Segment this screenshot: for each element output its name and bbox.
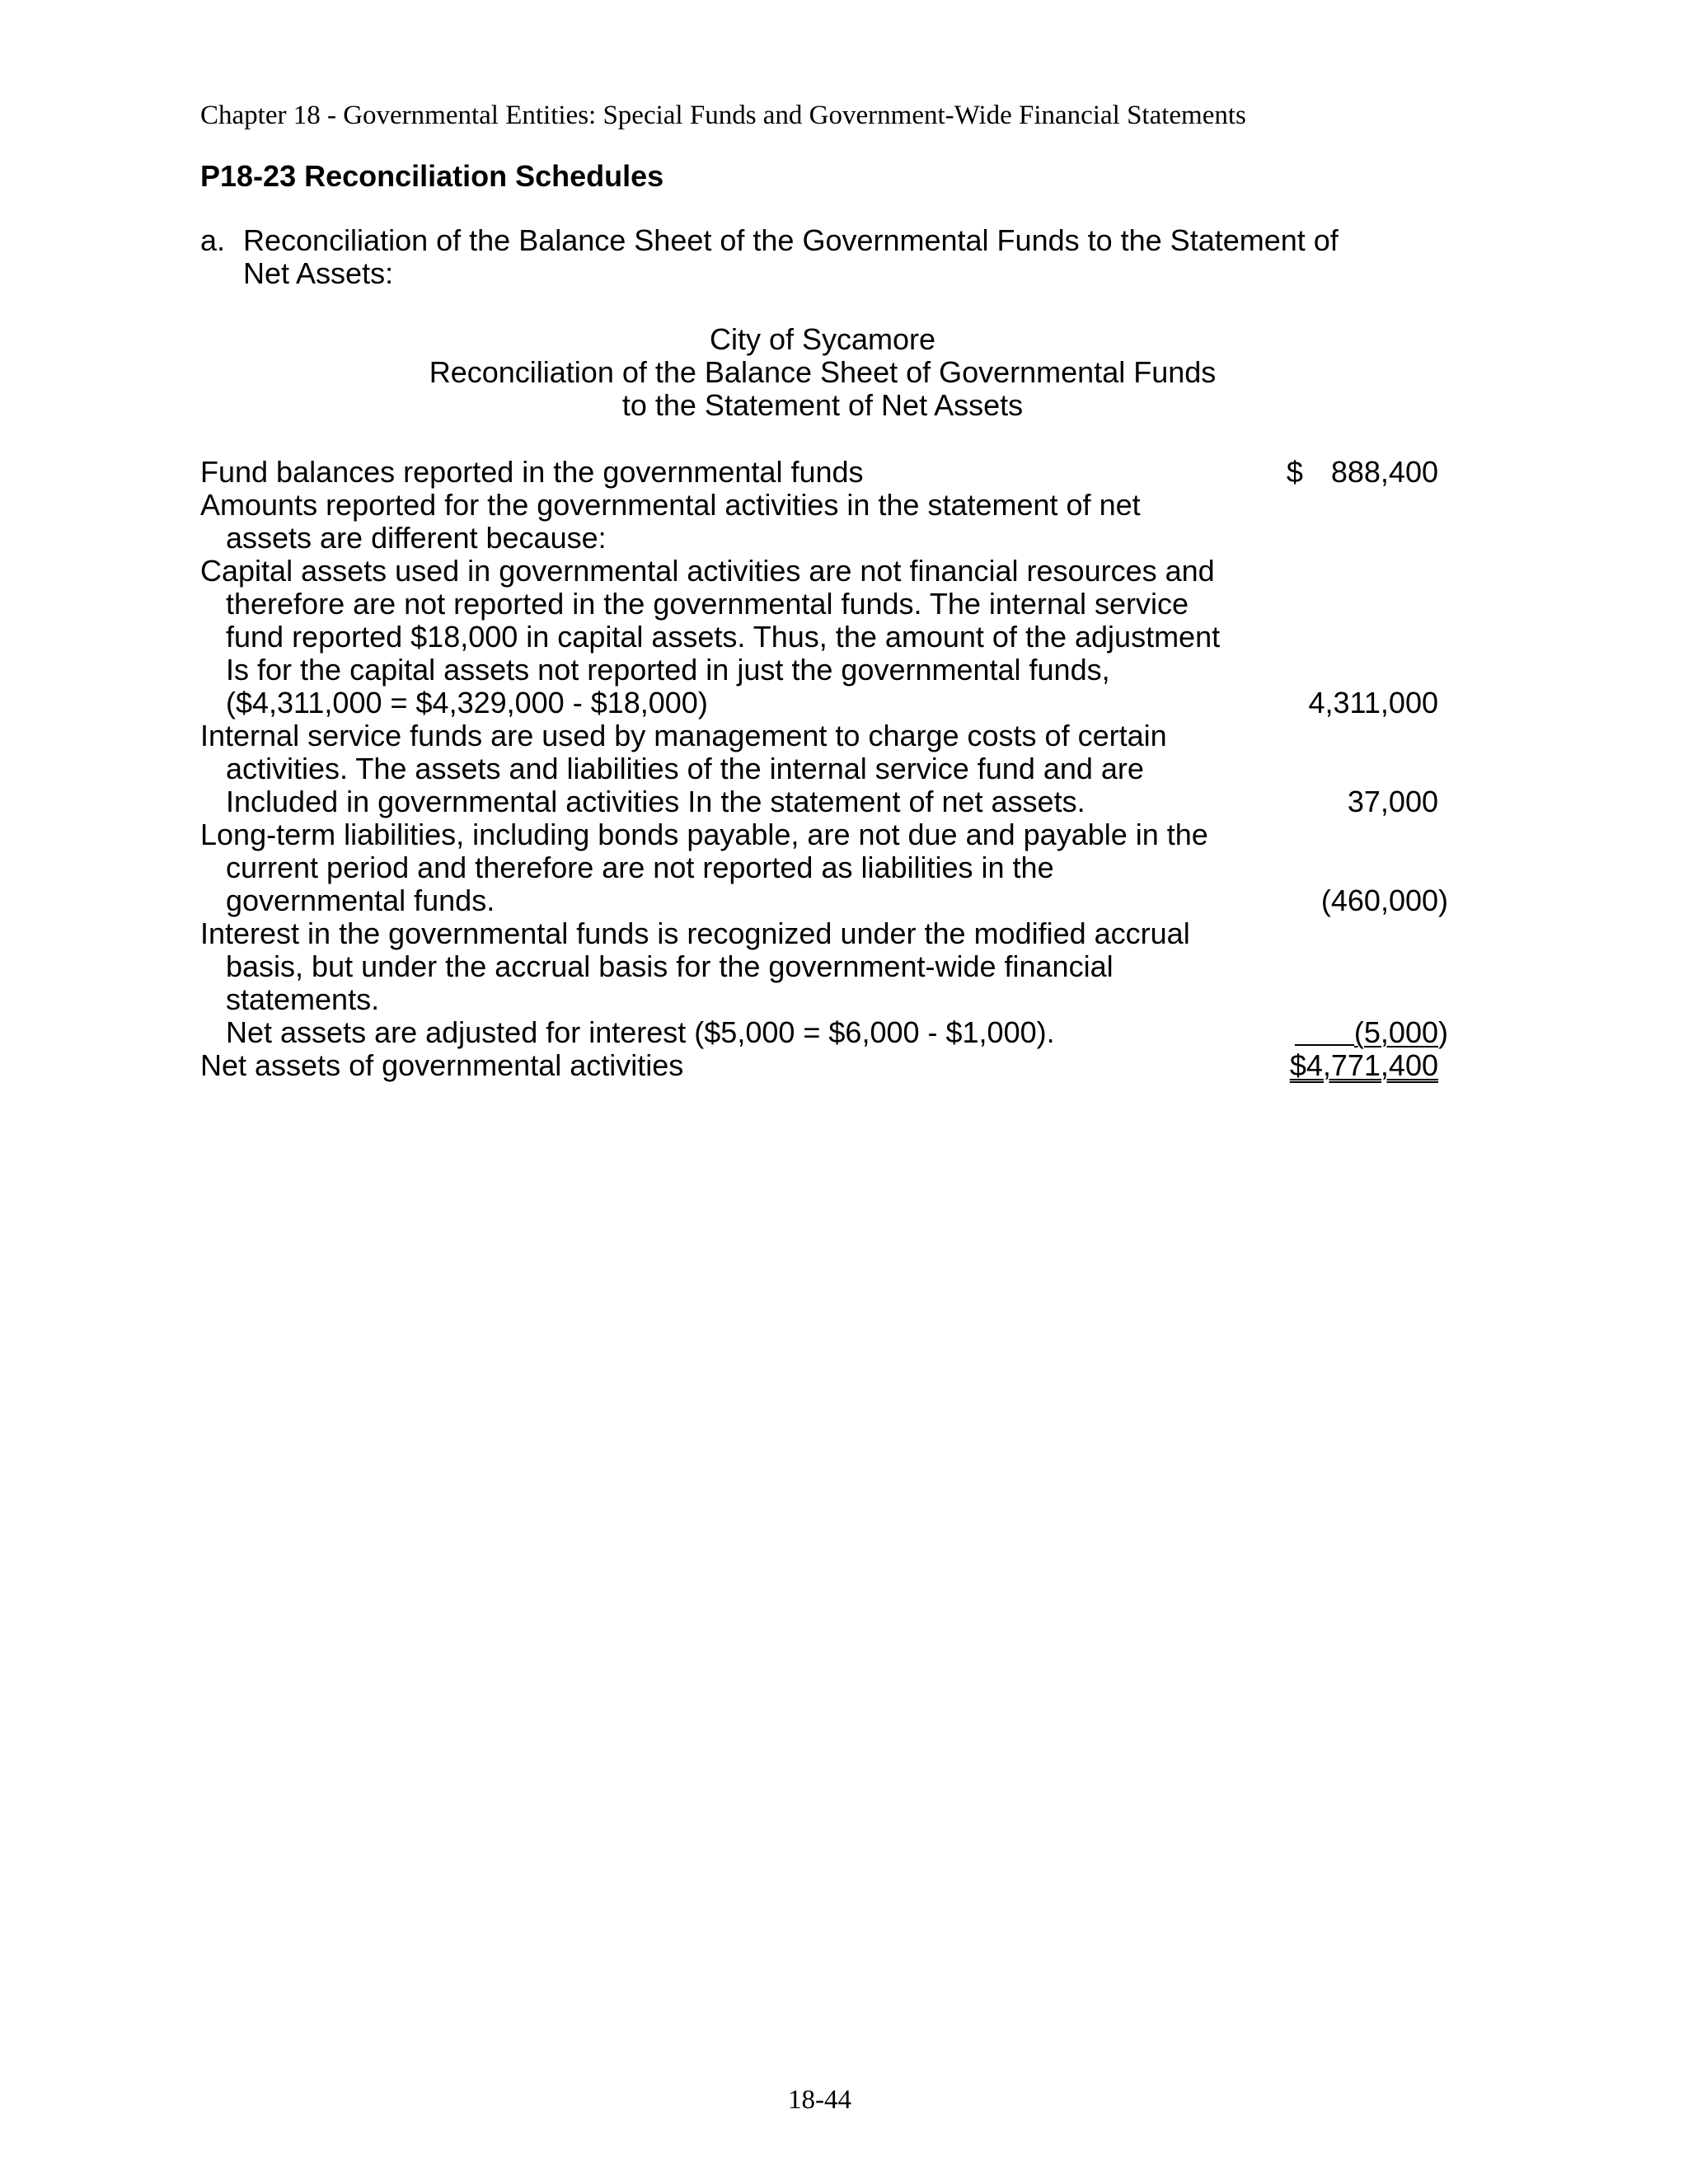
row-description: Interest in the governmental funds is recognized under the modified accrual	[200, 916, 1190, 950]
entity-name: City of Sycamore	[709, 322, 936, 356]
schedule-row-internal-service	[200, 719, 1453, 818]
row-description-cont: assets are different because:	[226, 521, 607, 555]
part-a-heading	[200, 224, 1339, 290]
row-amount: 4,311,000	[1308, 686, 1438, 719]
total-amount	[1290, 1049, 1438, 1082]
problem-title: P18-23 Reconciliation Schedules	[200, 159, 664, 193]
page-number: 18-44	[788, 2085, 851, 2115]
row-description-cont: therefore are not reported in the governmental funds. The internal service	[226, 587, 1189, 621]
row-description-cont: basis, but under the accrual basis for the government-wide financial	[226, 949, 1114, 983]
row-amount	[1287, 456, 1438, 489]
row-description: Capital assets used in governmental activities are not financial resources and	[200, 554, 1215, 588]
statement-heading	[200, 323, 1445, 422]
statement-title-line-1: Reconciliation of the Balance Sheet of Governmental Funds	[429, 355, 1217, 389]
row-description: Internal service funds are used by management to charge costs of certain	[200, 719, 1167, 752]
row-amount: 37,000	[1347, 785, 1438, 818]
row-description-cont: Is for the capital assets not reported in just the governmental funds,	[226, 653, 1110, 687]
schedule-row-total	[200, 1049, 1453, 1082]
schedule-row-interest	[200, 917, 1453, 1049]
amount-close-paren: )	[1438, 1015, 1448, 1049]
amount-value: (5,000	[1353, 1015, 1438, 1049]
part-a-line-1: Reconciliation of the Balance Sheet of the Governmental Funds to the Statement of	[243, 223, 1339, 257]
underline-rule	[1295, 1016, 1354, 1046]
row-description-cont: statements.	[226, 982, 380, 1016]
row-description-cont: activities. The assets and liabilities of the internal service fund and are	[226, 752, 1144, 785]
row-description: Long-term liabilities, including bonds payable, are not due and payable in the	[200, 818, 1208, 851]
row-description-cont: current period and therefore are not reported as liabilities in the	[226, 851, 1054, 884]
row-description-cont: Net assets are adjusted for interest ($5,000 = $6,000 - $1,000).	[226, 1015, 1055, 1049]
statement-title-line-2: to the Statement of Net Assets	[621, 388, 1024, 422]
row-description-cont: fund reported $18,000 in capital assets. Thus, the amount of the adjustment	[226, 620, 1221, 654]
row-description-cont: ($4,311,000 = $4,329,000 - $18,000)	[226, 686, 708, 719]
row-amount: (460,000)	[1320, 883, 1448, 917]
row-description-cont: Included in governmental activities In the statement of net assets.	[226, 785, 1085, 818]
part-a-line-2: Net Assets:	[243, 256, 394, 290]
schedule-row-fund-balances	[200, 456, 1453, 489]
row-description: Fund balances reported in the governmental funds	[200, 455, 864, 489]
amount-value: $4,771,400	[1289, 1048, 1438, 1082]
row-description-cont: governmental funds.	[226, 883, 495, 917]
amount-value: 888,400	[1330, 455, 1438, 489]
row-description: Net assets of governmental activities	[200, 1048, 684, 1082]
running-header: Chapter 18 - Governmental Entities: Special Funds and Government-Wide Financial Statements	[200, 101, 1246, 130]
schedule-row-capital-assets	[200, 555, 1453, 719]
schedule-row-intro	[200, 489, 1453, 555]
reconciliation-schedule	[200, 456, 1453, 1082]
currency-sign: $	[1286, 455, 1303, 489]
row-description: Amounts reported for the governmental activities in the statement of net	[200, 488, 1141, 522]
row-amount	[1295, 1016, 1448, 1049]
schedule-row-long-term-liabilities	[200, 818, 1453, 917]
part-label: a.	[200, 223, 226, 257]
